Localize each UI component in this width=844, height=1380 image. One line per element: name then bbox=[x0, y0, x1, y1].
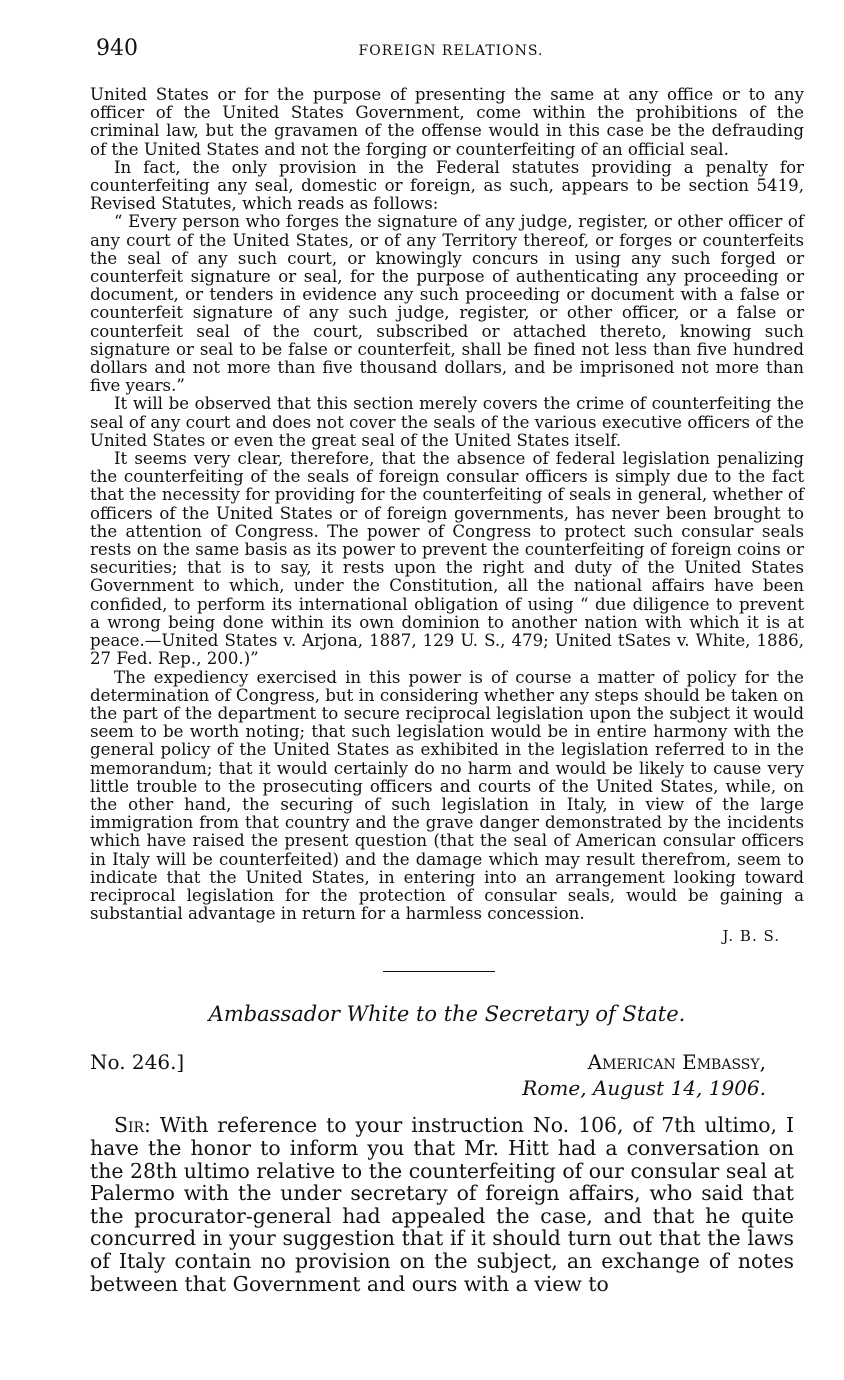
embassy-name: American Embassy, bbox=[587, 1050, 766, 1075]
running-head: FOREIGN RELATIONS. bbox=[358, 43, 544, 59]
memo-paragraph-continued: United States or for the purpose of presenting the same at any office or to any officer of the United States Government, come within the prohibitions of the criminal law, but the gravamen of the offense would in this case be the defrauding of the United States and not the forging or counterfeiting of an official seal. bbox=[90, 85, 804, 159]
salutation: Sir: bbox=[114, 1113, 151, 1138]
page-header bbox=[96, 36, 806, 66]
page-number: 940 bbox=[96, 36, 138, 61]
memo-paragraph-observation: It will be observed that this section merely covers the crime of counterfeiting the seal of any court and does not cover the seals of the various executive officers of the United States or even the great seal of the United States itself. bbox=[90, 394, 804, 450]
letter-meta bbox=[90, 1050, 804, 1104]
letter-body bbox=[90, 1114, 794, 1295]
memo-quotation-section-5419: “ Every person who forges the signature of any judge, register, or other officer of any court of the United States, or of any Territory thereof, or forges or counterfeits the seal of any such court, or knowingly concurs in using any such forged or counterfeit signature or seal, for the purpose of authenticating any proceeding or document, or tenders in evidence any such proceeding or document with a false or counterfeit signature of any such judge, register, or other officer, or a false or counterfeit seal of the court, subscribed or attached thereto, knowing such signature or seal to be false or counterfeit, shall be fined not less than five hundred dollars and not more than five thousand dollars, and be imprisoned not more than five years.” bbox=[90, 212, 804, 396]
memo-signature: J. B. S. bbox=[722, 927, 780, 946]
section-divider bbox=[383, 971, 495, 972]
letter-number: No. 246.] bbox=[90, 1050, 185, 1075]
letter-text: With reference to your instruction No. 106, of 7th ultimo, I have the honor to inform you that Mr. Hitt had a conversation on the 28th ultimo relative to the counterfeiting of our consular seal at Palermo with the under secretary of foreign affairs, who said that the procurator-general had appealed the case, and that he quite concurred in your suggestion that if it should turn out that the laws of Italy contain no provision on the subject, an exchange of notes between that Government and ours with a view to bbox=[90, 1113, 794, 1296]
letter-title: Ambassador White to the Secretary of State. bbox=[208, 1002, 686, 1027]
memo-paragraph-congress-power: It seems very clear, therefore, that the absence of federal legislation penalizing the counterfeiting of the seals of foreign consular officers is simply due to the fact that the necessity for providing for the counterfeiting of seals in general, whether of officers of the United States or of foreign governments, has never been brought to the attention of Congress. The power of Congress to protect such consular seals rests on the same basis as its power to prevent the counterfeiting of foreign coins or securities; that is to say, it rests upon the right and duty of the United States Government to which, under the Constitution, all the national affairs have been confided, to perform its international obligation of using “ due diligence to prevent a wrong being done within its own dominion to another nation with which it is at peace.—United States v. Arjona, 1887, 129 U. S., 479; United tSates v. White, 1886, 27 Fed. Rep., 200.)” bbox=[90, 449, 804, 669]
page-body bbox=[90, 86, 804, 1295]
memo-paragraph-expediency: The expediency exercised in this power is of course a matter of policy for the determination of Congress, but in considering whether any steps should be taken on the part of the department to secure reciprocal legislation upon the subject it would seem to be worth noting; that such legislation would be in entire harmony with the general policy of the United States as exhibited in the legislation referred to in the memorandum; that it would certainly do no harm and would be likely to cause very little trouble to the prosecuting officers and courts of the United States, while, on the other hand, the securing of such legislation in Italy, in view of the large immigration from that country and the grave danger demonstrated by the incidents which have raised the present question (that the seal of American consular officers in Italy will be counterfeited) and the damage which may result therefrom, seem to indicate that the United States, in entering into an arrangement looking toward reciprocal legislation for the protection of consular seals, would be gaining a substantial advantage in return for a harmless concession. bbox=[90, 667, 804, 924]
memo-paragraph-federal-statutes: In fact, the only provision in the Federal statutes providing a penalty for counterfeiting any seal, domestic or foreign, as such, appears to be section 5419, Revised Statutes, which reads as follows: bbox=[90, 157, 804, 214]
place-date: Rome, August 14, 1906. bbox=[522, 1076, 766, 1101]
